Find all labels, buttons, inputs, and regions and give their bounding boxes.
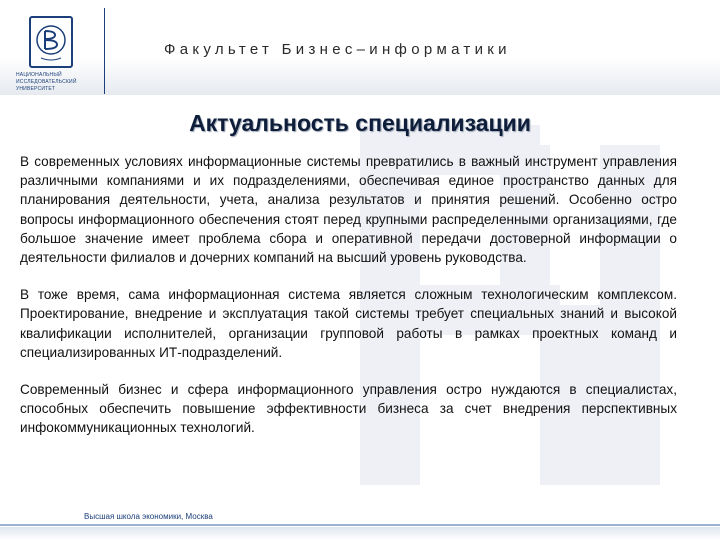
body-paragraph: В современных условиях информационные системы превратились в важный инструмент управления различными компаниями и их подразделениями, обеспечивая единое пространство данных для планирования деятельности, учета, анализа результатов и принятия решений. Особенно остро вопросы информационного обеспечения стоят перед крупными распределенными организациями, где большое значение имеет проблема сбора и оперативной передачи достоверной информации о деятельности филиалов и дочерних компаний на высший уровень руководства. bbox=[20, 154, 677, 266]
header-divider bbox=[104, 8, 105, 94]
slide-body bbox=[20, 152, 677, 456]
body-paragraph: Современный бизнес и сфера информационного управления остро нуждаются в специалистах, способных обеспечить повышение эффективности бизнеса за счет внедрения перспективных инфокоммуникационных технологий. bbox=[20, 382, 677, 436]
logo-caption: НАЦИОНАЛЬНЫЙ ИССЛЕДОВАТЕЛЬСКИЙ УНИВЕРСИТЕТ bbox=[16, 72, 77, 92]
slide-title: Актуальность специализации bbox=[189, 110, 531, 136]
university-logo bbox=[12, 16, 100, 94]
body-paragraph: В тоже время, сама информационная система является сложным технологическим комплексом. Проектирование, внедрение и эксплуатация такой системы требует специальных знаний и высокой квалификации исполнителей, организации групповой работы в рамках проектных команд и специализированных ИТ-подразделений. bbox=[20, 287, 677, 360]
footer-band bbox=[0, 527, 720, 540]
logo-emblem-icon bbox=[31, 18, 71, 66]
footer-org: Высшая школа экономики, Москва bbox=[84, 512, 213, 521]
footer-divider bbox=[0, 524, 720, 526]
logo-seal bbox=[29, 16, 73, 68]
faculty-name: Факультет Бизнес–информатики bbox=[164, 41, 511, 58]
